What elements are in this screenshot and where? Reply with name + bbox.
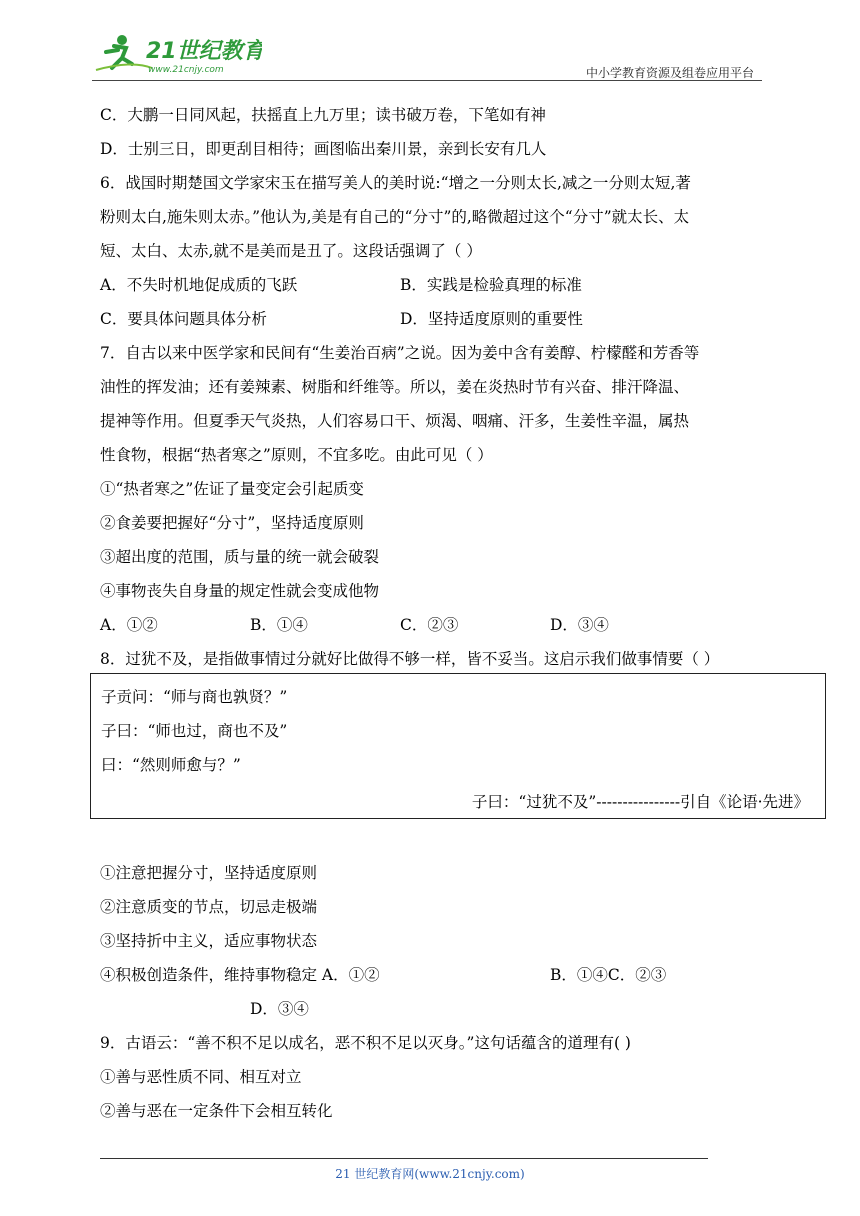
quote-line-2: 子曰：“师也过，商也不及”	[101, 722, 288, 740]
q7-options-row	[100, 608, 772, 642]
q8-item-1: ①注意把握分寸，坚持适度原则	[100, 864, 318, 882]
quote-line-1: 子贡问：“师与商也孰贤？”	[101, 688, 288, 706]
q7-item-1: ①“热者寒之”佐证了量变定会引起质变	[100, 480, 364, 498]
q7-option-b: B．①④	[250, 616, 308, 634]
quote-line-3: 曰：“然则师愈与？”	[101, 756, 241, 774]
q8-item-3: ③坚持折中主义，适应事物状态	[100, 932, 318, 950]
q6-option-d: D．坚持适度原则的重要性	[400, 310, 583, 328]
q6-option-c: C．要具体问题具体分析	[100, 310, 267, 328]
q6-option-a: A．不失时机地促成质的飞跃	[100, 276, 298, 294]
q8-item-2: ②注意质变的节点，切忌走极端	[100, 898, 318, 916]
q6-option-b: B．实践是检验真理的标准	[400, 276, 582, 294]
q6-options-row-2	[100, 302, 772, 336]
q7-stem-line-1: 7．自古以来中医学家和民间有“生姜治百病”之说。因为姜中含有姜醇、柠檬醛和芳香等	[100, 344, 700, 362]
analects-quote-box	[90, 673, 826, 819]
runner-logo-icon	[92, 30, 262, 76]
header-platform-text: 中小学教育资源及组卷应用平台	[585, 66, 754, 80]
q6-stem-line-2: 粉则太白,施朱则太赤。”他认为,美是有自己的“分寸”的,略微超过这个“分寸”就太长、太	[100, 208, 690, 226]
quote-source: 子曰：“过犹不及”----------------引自《论语·先进》	[471, 793, 809, 811]
q9-item-2: ②善与恶在一定条件下会相互转化	[100, 1102, 333, 1120]
q7-stem-line-4: 性食物，根据“热者寒之”原则，不宜多吃。由此可见（ ）	[100, 446, 493, 464]
footer-divider	[100, 1158, 708, 1159]
q8-option-d: D．③④	[250, 1000, 309, 1018]
q8-item-4-row	[100, 958, 772, 992]
q8-stem: 8．过犹不及，是指做事情过分就好比做得不够一样，皆不妥当。这启示我们做事情要（ ）	[100, 650, 720, 668]
question-body	[100, 98, 772, 676]
q5-option-c: C．大鹏一日同风起，扶摇直上九万里；读书破万卷，下笔如有神	[100, 106, 546, 124]
site-logo	[92, 30, 262, 76]
q7-option-a: A．①②	[100, 616, 158, 634]
question-body-continued	[100, 856, 772, 1128]
q8-item-4: ④积极创造条件，维持事物稳定 A．①②	[100, 966, 380, 984]
q5-option-d: D．士别三日，即更刮目相待；画图临出秦川景，亲到长安有几人	[100, 140, 547, 158]
q7-stem-line-3: 提神等作用。但夏季天气炎热，人们容易口干、烦渴、咽痛、汗多，生姜性辛温，属热	[100, 412, 690, 430]
q7-item-3: ③超出度的范围，质与量的统一就会破裂	[100, 548, 380, 566]
q7-stem-line-2: 油性的挥发油；还有姜辣素、树脂和纤维等。所以，姜在炎热时节有兴奋、排汗降温、	[100, 378, 690, 396]
header-divider	[92, 80, 762, 81]
q7-option-c: C．②③	[400, 616, 459, 634]
q6-stem-line-3: 短、太白、太赤,就不是美而是丑了。这段话强调了（ ）	[100, 242, 482, 260]
q6-options-row-1	[100, 268, 772, 302]
q7-item-4: ④事物丧失自身量的规定性就会变成他物	[100, 582, 380, 600]
logo-text: 21世纪教育	[146, 39, 262, 64]
q7-option-d: D．③④	[550, 616, 609, 634]
footer-link[interactable]: 21 世纪教育网(www.21cnjy.com)	[335, 1167, 525, 1181]
q9-stem: 9．古语云：“善不积不足以成名，恶不积不足以灭身。”这句话蕴含的道理有( )	[100, 1034, 631, 1052]
q8-options-bc: B．①④C．②③	[550, 966, 667, 984]
q7-item-2: ②食姜要把握好“分寸”，坚持适度原则	[100, 514, 364, 532]
q9-item-1: ①善与恶性质不同、相互对立	[100, 1068, 302, 1086]
page-header	[92, 30, 762, 82]
logo-url: www.21cnjy.com	[148, 65, 224, 75]
q6-stem-line-1: 6．战国时期楚国文学家宋玉在描写美人的美时说:“增之一分则太长,减之一分则太短,著	[100, 174, 691, 192]
